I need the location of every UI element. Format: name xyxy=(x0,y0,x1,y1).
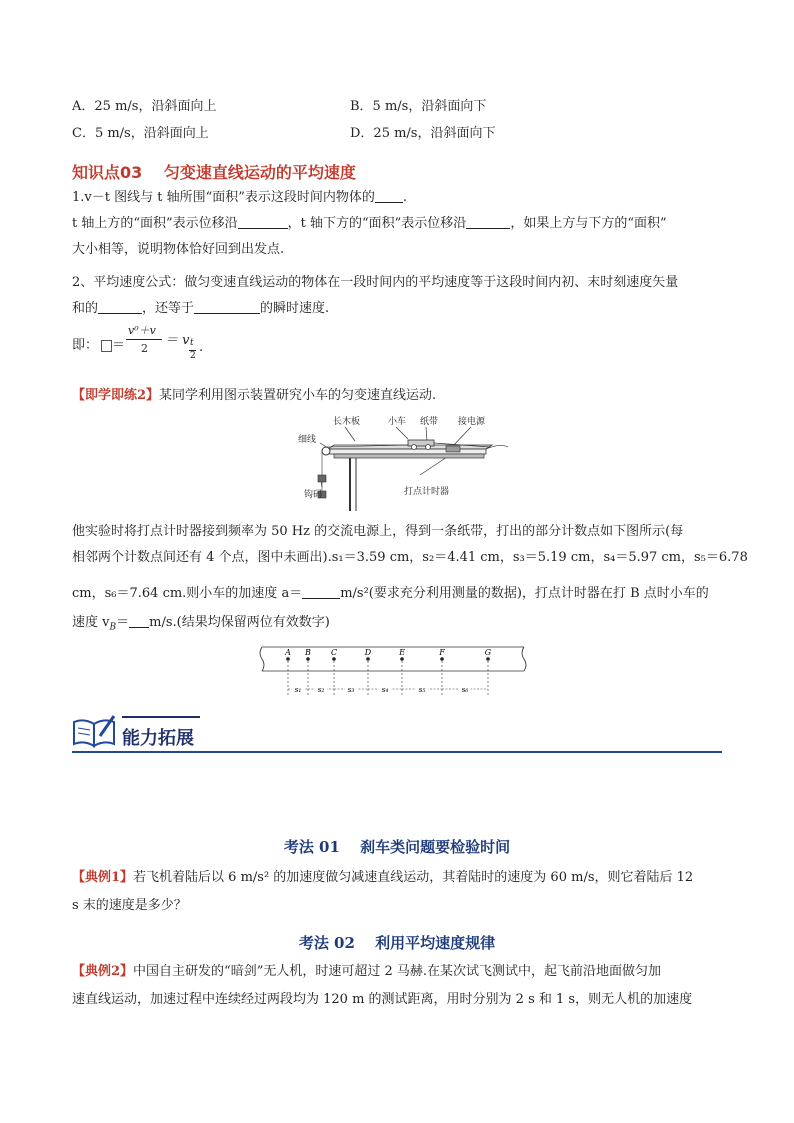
practice-tag: 【即学即练2】 xyxy=(72,388,160,403)
tape-segment-label: s₁ xyxy=(294,685,302,694)
method-02-title: 考法 02 利用平均速度规律 xyxy=(298,934,496,952)
blank xyxy=(98,300,142,314)
knowledge-point-title: 知识点03 匀变速直线运动的平均速度 xyxy=(72,163,356,182)
tape-dot-D xyxy=(366,657,370,661)
kp-line-3: 大小相等，说明物体恰好回到出发点. xyxy=(72,242,285,257)
kp-line-2 xyxy=(72,214,667,234)
blank xyxy=(194,300,260,314)
formula-sub-num: t xyxy=(190,338,194,348)
kp-line-5-c: 的瞬时速度. xyxy=(260,301,330,316)
kp-line-2-a: t 轴上方的“面积”表示位移沿 xyxy=(72,216,238,231)
tape-point-label: B xyxy=(305,648,311,657)
label-tape: 纸带 xyxy=(420,417,439,427)
blank xyxy=(375,189,403,203)
tape-dot-C xyxy=(332,657,336,661)
tape-segments xyxy=(288,684,488,694)
label-power: 接电源 xyxy=(458,417,486,427)
formula-fraction-line xyxy=(126,339,162,340)
formula-sub-den: 2 xyxy=(190,351,196,361)
tape-point-label: D xyxy=(364,648,372,657)
practice-para-4-c: m/s.(结果均保留两位有效数字) xyxy=(149,615,330,630)
kp-line-5-b: ，还等于 xyxy=(142,301,195,316)
tape-segment-label: s₆ xyxy=(461,685,469,694)
book-pencil-icon xyxy=(72,714,118,748)
formula-eq1: ＝ xyxy=(112,338,126,353)
tape-point-label: F xyxy=(439,648,445,657)
kp-line-2-c: ，如果上方与下方的“面积” xyxy=(510,216,667,231)
blank xyxy=(238,215,288,229)
practice-para-1: 他实验时将打点计时器接到频率为 50 Hz 的交流电源上，得到一条纸带，打出的部分计数点如下图所示(每 xyxy=(72,524,684,539)
label-hook-weight: 钩码 xyxy=(304,490,323,500)
kp-line-1-end: . xyxy=(402,190,408,205)
method-01-line-1 xyxy=(72,868,693,888)
example-2-text: 中国自主研发的“暗剑”无人机，时速可超过 2 马赫.在某次试飞测试中，起飞前沿地面做匀加 xyxy=(133,964,662,979)
kp-line-5-a: 和的 xyxy=(72,301,99,316)
kp-line-2-b: ，t 轴下方的“面积”表示位移沿 xyxy=(287,216,467,231)
method-01-title: 考法 01 刹车类问题要检验时间 xyxy=(283,838,511,856)
method-02-line-1 xyxy=(72,962,661,982)
option-b: B．5 m/s，沿斜面向下 xyxy=(350,99,487,114)
banner-title: 能力拓展 xyxy=(122,728,194,749)
formula-prefix: 即： xyxy=(72,338,99,353)
tape-dot-E xyxy=(400,657,404,661)
tape-segment-label: s₅ xyxy=(418,685,426,694)
tape-point-label: A xyxy=(285,648,291,657)
practice-para-4 xyxy=(72,613,330,638)
practice-para-4-b: ＝ xyxy=(116,615,130,630)
blank xyxy=(129,614,149,628)
kp-line-1-text: 1.v－t 图线与 t 轴所围“面积”表示这段时间内物体的 xyxy=(72,190,375,205)
tape-segment-label: s₂ xyxy=(317,685,325,694)
label-cart: 小车 xyxy=(388,417,407,427)
ticker-tape-figure xyxy=(256,644,530,700)
option-c: C．5 m/s，沿斜面向上 xyxy=(72,126,209,141)
practice-para-3-b: m/s²(要求充分利用测量的数据)，打点计时器在打 B 点时小车的 xyxy=(340,586,709,601)
method-01-line-2: s 末的速度是多少？ xyxy=(72,898,187,913)
formula-vbar-box xyxy=(101,340,112,352)
tape-dot-F xyxy=(440,657,444,661)
practice-para-2: 相邻两个计数点间还有 4 个点，图中未画出).s₁＝3.59 cm，s₂＝4.41 cm，s₃＝5.19 cm，s₄＝5.97 cm，s₅＝6.78 xyxy=(72,550,748,565)
label-string: 细线 xyxy=(298,435,317,445)
formula-eq2: ＝ v xyxy=(165,333,190,348)
apparatus-figure xyxy=(290,413,510,513)
practice-para-3 xyxy=(72,584,709,604)
tape-point-label: C xyxy=(330,648,338,657)
banner-top-rule xyxy=(122,716,200,718)
practice-text: 某同学利用图示装置研究小车的匀变速直线运动. xyxy=(159,388,437,403)
example-1-text: 若飞机着陆后以 6 m/s² 的加速度做匀减速直线运动，其着陆时的速度为 60 m/s，则它着陆后 12 xyxy=(133,870,694,885)
formula-end: . xyxy=(199,340,204,355)
tape-segment-label: s₄ xyxy=(381,685,389,694)
kp-line-1 xyxy=(72,188,407,208)
tape-dot-A xyxy=(286,657,290,661)
kp-line-5 xyxy=(72,299,329,319)
tape-dot-B xyxy=(306,657,310,661)
blank xyxy=(466,215,510,229)
formula-denominator: 2 xyxy=(141,342,148,355)
example-1-tag: 【典例1】 xyxy=(72,870,134,885)
practice-para-4-sub: B xyxy=(109,622,117,633)
option-d: D．25 m/s，沿斜面向下 xyxy=(350,126,496,141)
tape-dot-G xyxy=(486,657,490,661)
banner-underline xyxy=(72,751,722,753)
tape-point-label: E xyxy=(399,648,405,657)
option-a: A．25 m/s，沿斜面向上 xyxy=(72,99,217,114)
method-02-line-2: 速直线运动，加速过程中连续经过两段均为 120 m 的测试距离，用时分别为 2 s 和 1 s，则无人机的加速度 xyxy=(72,992,693,1007)
practice-2-line xyxy=(72,386,436,406)
practice-para-3-a: cm，s₆＝7.64 cm.则小车的加速度 a＝ xyxy=(72,586,303,601)
practice-para-4-a: 速度 v xyxy=(72,615,110,630)
tape-segment-label: s₃ xyxy=(347,685,355,694)
label-timer: 打点计时器 xyxy=(404,487,450,497)
tape-point-label: G xyxy=(484,648,492,657)
blank xyxy=(302,585,340,599)
kp-line-4: 2、平均速度公式：做匀变速直线运动的物体在一段时间内的平均速度等于这段时间内初、末时刻速度矢量 xyxy=(72,275,679,290)
label-board: 长木板 xyxy=(333,417,361,427)
example-2-tag: 【典例2】 xyxy=(72,964,134,979)
formula-numerator: v⁰＋v xyxy=(128,324,156,337)
